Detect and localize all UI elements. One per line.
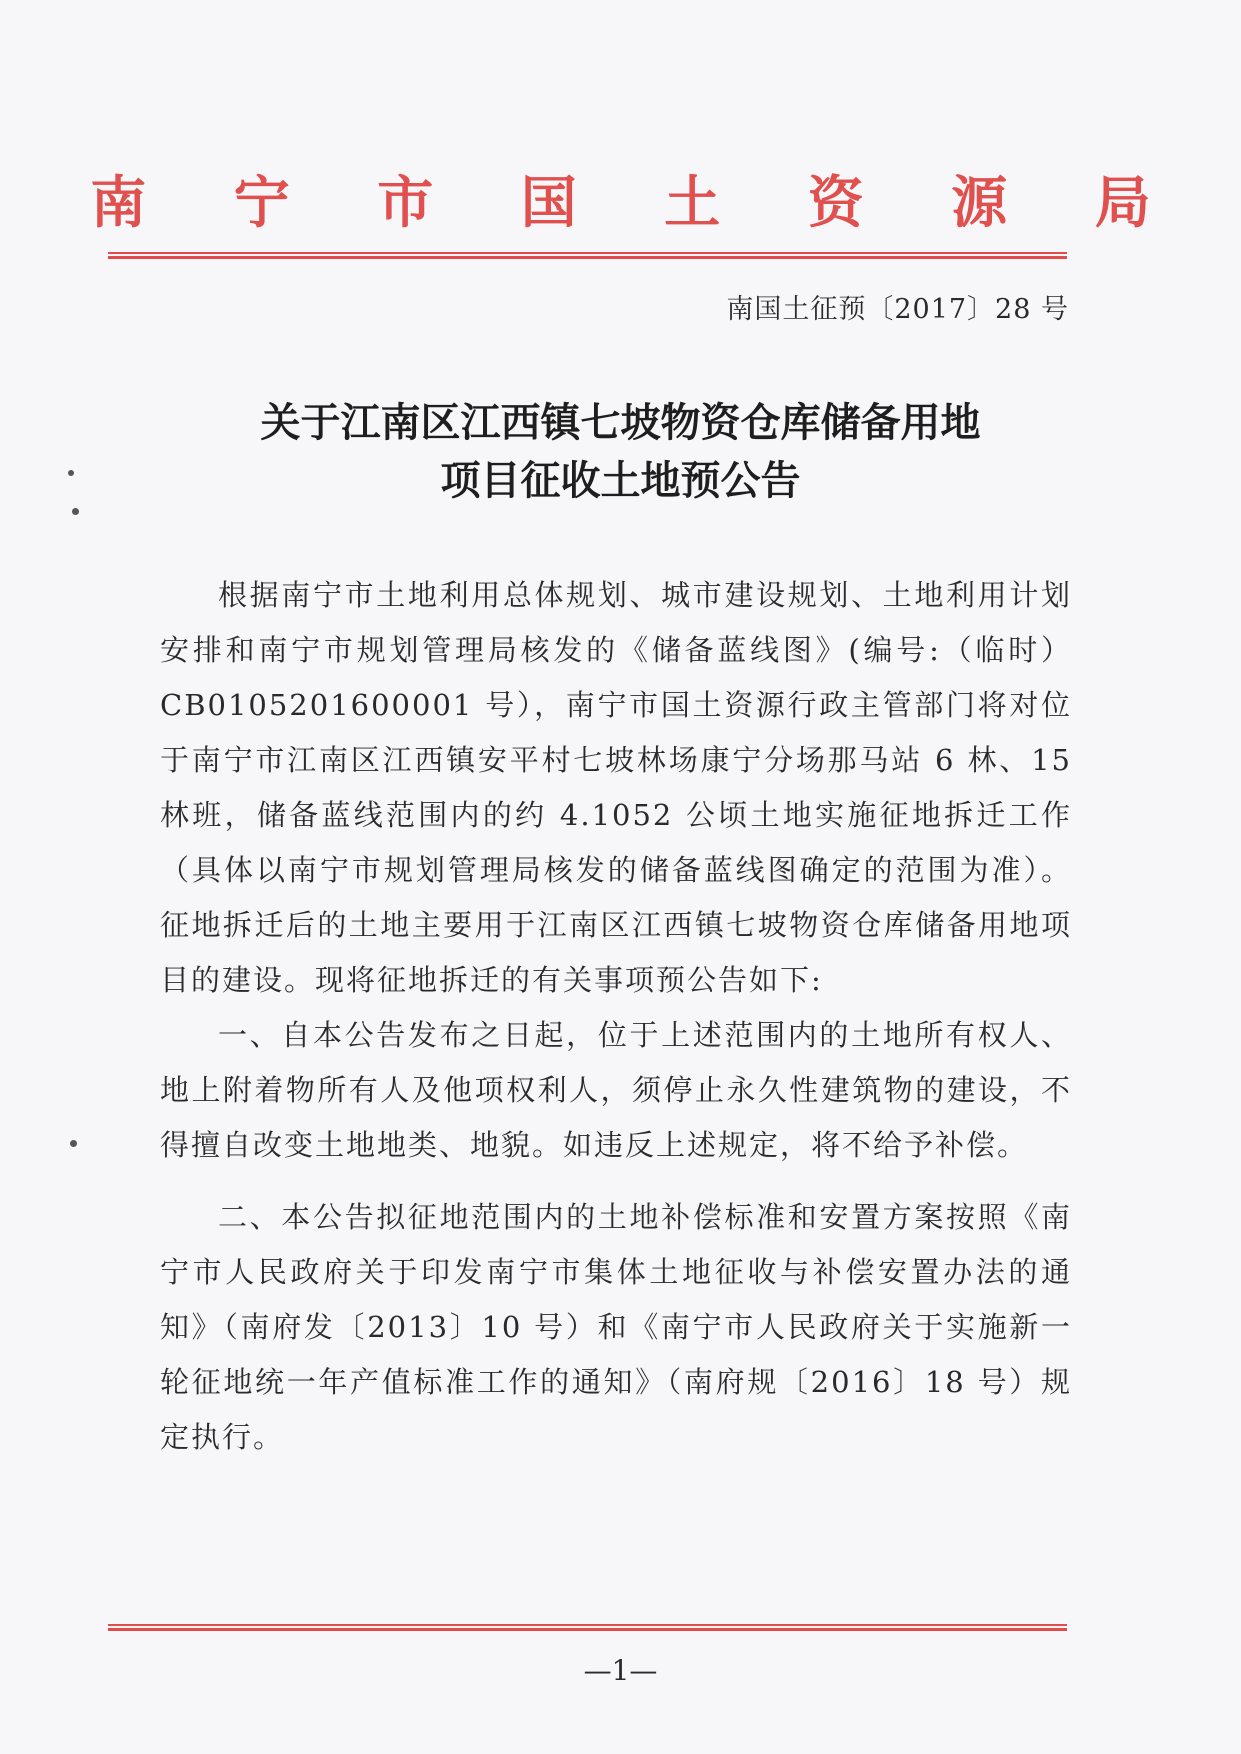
document-title bbox=[0, 394, 1241, 510]
document-title-line-1: 关于江南区江西镇七坡物资仓库储备用地 bbox=[260, 400, 981, 446]
document-number: 南国土征预〔2017〕28 号 bbox=[726, 294, 1069, 325]
header-red-rule bbox=[108, 252, 1067, 259]
scan-mark bbox=[72, 508, 79, 515]
scan-mark bbox=[68, 470, 74, 476]
footer-red-rule bbox=[108, 1624, 1067, 1631]
scan-mark bbox=[70, 1140, 77, 1147]
document-body bbox=[160, 568, 1072, 1465]
paragraph-item-1: 一、自本公告发布之日起，位于上述范围内的土地所有权人、地上附着物所有人及他项权利人，须停止永久性建筑物的建设，不得擅自改变土地地类、地貌。如违反上述规定，将不给予补偿。 bbox=[160, 1018, 1072, 1162]
paragraph-item-2: 二、本公告拟征地范围内的土地补偿标准和安置方案按照《南宁市人民政府关于印发南宁市集体土地征收与补偿安置办法的通知》（南府发〔2013〕10 号）和《南宁市人民政府关于实施新一轮征地统一年产值标准工作的通知》（南府规〔2016〕18 号）规定执行。 bbox=[160, 1200, 1072, 1454]
document-title-line-2: 项目征收土地预公告 bbox=[440, 458, 801, 504]
page-number: —1— bbox=[583, 1654, 658, 1687]
paragraph-intro: 根据南宁市土地利用总体规划、城市建设规划、土地利用计划安排和南宁市规划管理局核发的《储备蓝线图》(编号:（临时）CB0105201600001 号），南宁市国土资源行政主管部门将对位于南宁市江南区江西镇安平村七坡林场康宁分场那马站 6 林、15 林班，储备蓝线范围内的约 4.1052 公顷土地实施征地拆迁工作（具体以南宁市规划管理局核发的储备蓝线图确定的范围为准）。征地拆迁后的土地主要用于江南区江西镇七坡物资仓库储备用地项目的建设。现将征地拆迁的有关事项预公告如下: bbox=[160, 578, 1072, 997]
agency-header: 南 宁 市 国 土 资 源 局 bbox=[90, 170, 1185, 236]
